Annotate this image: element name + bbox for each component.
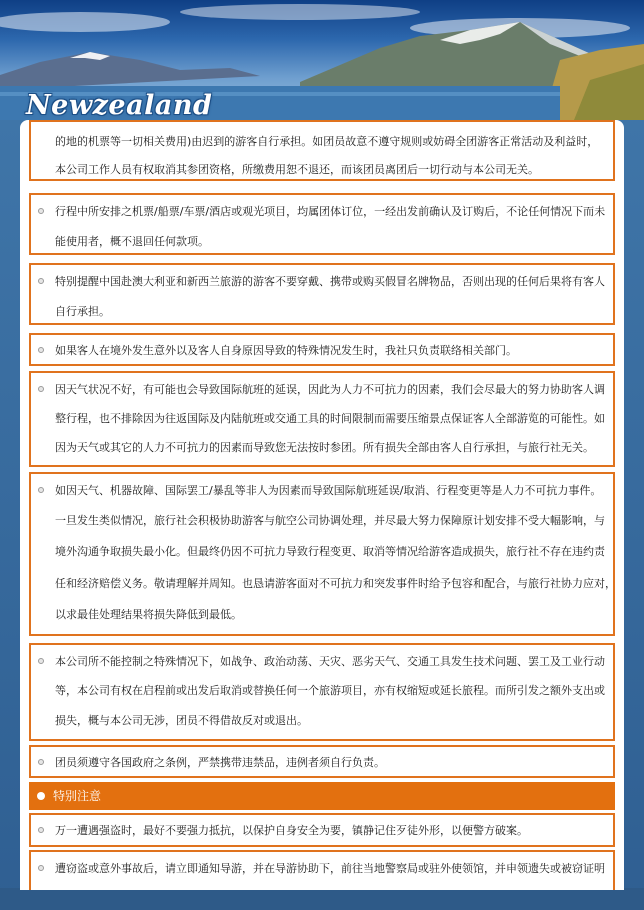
notice-line: 遭窃盗或意外事故后，请立即通知导游，并在导游协助下，前往当地警察局或驻外使领馆，并申领遗失或被窃证明 [55,862,605,875]
notice-line: 能使用者，概不退回任何款项。 [55,235,209,248]
notice-block-6 [29,472,615,636]
notice-line: 境外沟通争取损失最小化。但最终仍因不可抗力导致行程变更、取消等情况给游客造成损失，旅行社不存在违约责 [55,545,605,558]
notice-line: 自行承担。 [55,305,110,318]
special-notice-header [29,782,615,810]
notice-block-2 [29,193,615,255]
bullet-icon [38,347,44,353]
notice-block-5 [29,371,615,467]
notice-block-7 [29,643,615,741]
content-panel [20,120,624,890]
notice-line: 损失，概与本公司无涉，团员不得借故反对或退出。 [55,714,308,727]
special-block-2 [29,850,615,890]
notice-line: 任和经济赔偿义务。敬请理解并周知。也恳请游客面对不可抗力和突发事件时给予包容和配合，与旅行社协力应对， [55,577,616,590]
notice-line: 万一遭遇强盗时，最好不要强力抵抗，以保护自身安全为要，镇静记住歹徒外形，以便警方破案。 [55,824,528,837]
notice-line: 团员须遵守各国政府之条例，严禁携带违禁品，违例者须自行负责。 [55,756,385,769]
special-block-1 [29,813,615,847]
notice-block-3 [29,263,615,325]
notice-line: 因天气状况不好，有可能也会导致国际航班的延误，因此为人力不可抗力的因素，我们会尽最大的努力协助客人调 [55,383,605,396]
notice-block-1 [29,120,615,181]
notice-line: 特别提醒中国赴澳大利亚和新西兰旅游的游客不要穿戴、携带或购买假冒名牌物品，否则出现的任何后果将有客人 [55,275,605,288]
bullet-icon [38,386,44,392]
brand-logo-text: Newzealand [26,90,213,121]
special-notice-title: 特别注意 [53,789,102,803]
bottom-border-decoration [0,888,644,910]
notice-line: 以求最佳处理结果将损失降低到最低。 [55,608,242,621]
notice-line: 因为天气或其它的人力不可抗力的因素而导致您无法按时参团。所有损失全部由客人自行承担，与旅行社无关。 [55,441,594,454]
bullet-icon [37,792,45,800]
notice-line: 如因天气、机器故障、国际罢工/暴乱等非人为因素而导致国际航班延误/取消、行程变更等是人力不可抗力事件。 [55,484,602,497]
bullet-icon [38,278,44,284]
notice-line: 本公司工作人员有权取消其参团资格，所缴费用恕不退还，而该团员离团后一切行动与本公司无关。 [55,163,539,176]
notice-line: 整行程，也不排除因为往返国际及内陆航班或交通工具的时间限制而需要压缩景点保证客人全部游览的可能性。如 [55,412,605,425]
bullet-icon [38,759,44,765]
notice-line: 一旦发生类似情况，旅行社会积极协助游客与航空公司协调处理，并尽最大努力保障原计划安排不受大幅影响，与 [55,514,605,527]
bullet-icon [38,487,44,493]
bullet-icon [38,865,44,871]
bullet-icon [38,658,44,664]
notice-line: 等，本公司有权在启程前或出发后取消或替换任何一个旅游项目，亦有权缩短或延长旅程。而所引发之额外支出或 [55,684,605,697]
notice-line: 如果客人在境外发生意外以及客人自身原因导致的特殊情况发生时，我社只负责联络相关部门。 [55,344,517,357]
notice-line: 的地的机票等一切相关费用)由迟到的游客自行承担。如团员故意不遵守规则或妨碍全团游客正常活动及利益时， [55,135,599,148]
notice-block-8 [29,745,615,778]
bullet-icon [38,208,44,214]
notice-block-4 [29,333,615,366]
bullet-icon [38,827,44,833]
notice-line: 本公司所不能控制之特殊情况下，如战争、政治动荡、天灾、恶劣天气、交通工具发生技术问题、罢工及工业行动 [55,655,605,668]
notice-line: 行程中所安排之机票/船票/车票/酒店或观光项目，均属团体订位，一经出发前确认及订购后，不论任何情况下而未 [55,205,606,218]
